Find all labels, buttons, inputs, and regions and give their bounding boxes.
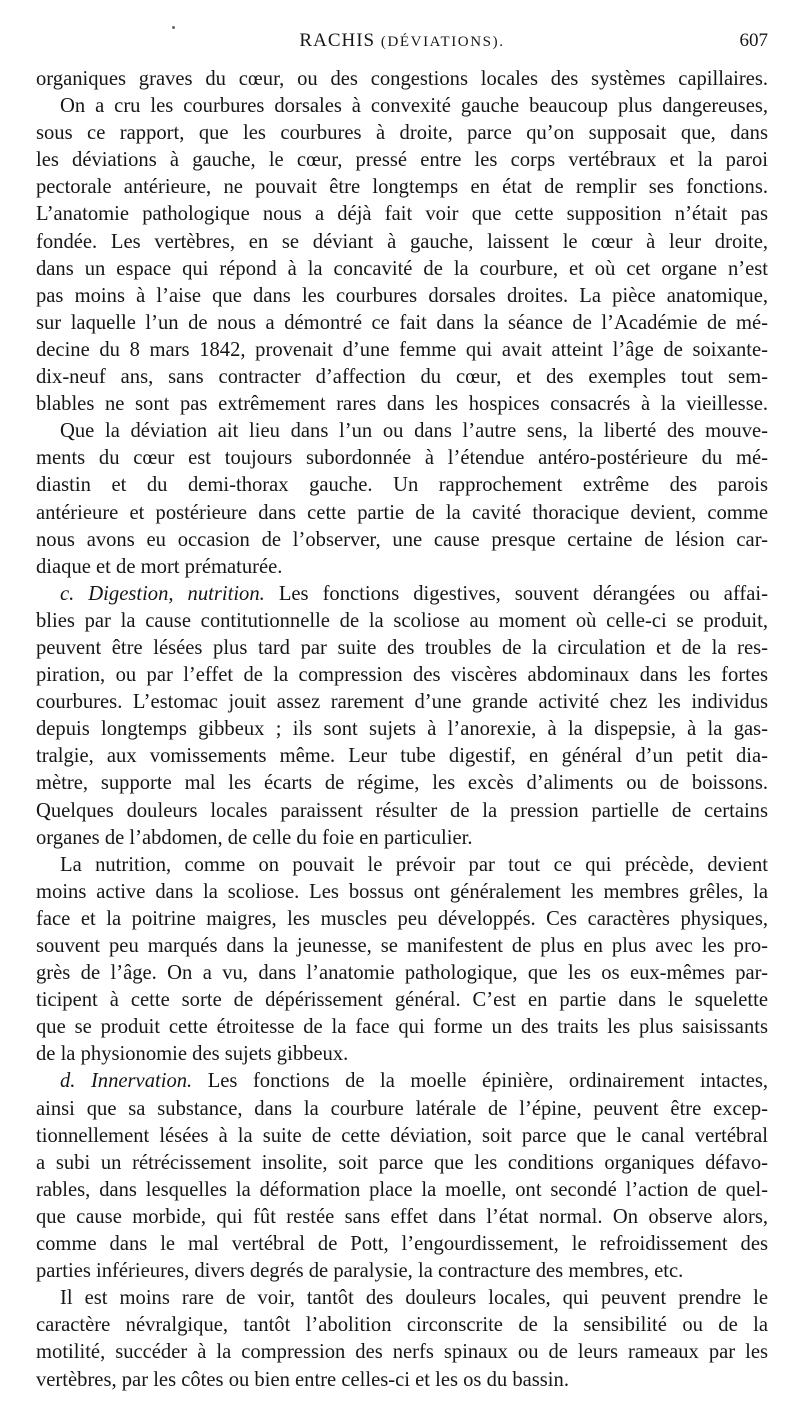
text-line: diaque et de mort prématurée. xyxy=(36,555,283,578)
text-line: motilité, succéder à la compression des nerfs spinaux ou de leurs rameaux par les xyxy=(36,1341,768,1364)
page-number: 607 xyxy=(739,30,768,51)
text-line: souvent peu marqués dans la jeunesse, se manifestent de plus en plus avec les pro- xyxy=(36,935,768,957)
text-line: sous ce rapport, que les courbures à droite, parce qu’on supposait que, dans xyxy=(36,122,768,145)
text-line: pas moins à l’aise que dans les courbures dorsales droites. La pièce anatomique, xyxy=(36,284,768,307)
text-line: tralgie, aux vomissements même. Leur tube digestif, en général d’un petit dia- xyxy=(36,745,768,768)
text-line: pectorale antérieure, ne pouvait être longtemps en état de remplir ses fonctions. xyxy=(36,176,768,199)
text-line: depuis longtemps gibbeux ; ils sont sujets à l’anorexie, à la dispepsie, à la gas- xyxy=(36,718,768,741)
page-header xyxy=(36,30,768,60)
text-line: a subi un rétrécissement insolite, soit parce que les conditions organiques défavo- xyxy=(36,1151,768,1174)
text-line: antérieure et postérieure dans cette partie de la cavité thoracique devient, comme xyxy=(36,501,768,524)
text-line: face et la poitrine maigres, les muscles peu développés. Ces caractères physiques, xyxy=(36,907,768,930)
body-text xyxy=(36,66,768,1394)
text-line-digestion xyxy=(36,581,768,608)
text-line: parties inférieures, divers degrés de paralysie, la contracture des membres, etc. xyxy=(36,1260,684,1283)
text-line: blables ne sont pas extrêmement rares dans les hospices consacrés à la vieillesse. xyxy=(36,393,768,416)
running-title xyxy=(36,30,768,52)
text-line: caractère névralgique, tantôt l’abolition circonscrite de la sensibilité ou de la xyxy=(36,1314,768,1337)
text-line: L’anatomie pathologique nous a déjà fait voir que cette supposition n’était pas xyxy=(36,203,768,226)
text-line: organes de l’abdomen, de celle du foie en particulier. xyxy=(36,826,473,849)
text-line: fondée. Les vertèbres, en se déviant à gauche, laissent le cœur à leur droite, xyxy=(36,230,768,253)
text-line: On a cru les courbures dorsales à convexité gauche beaucoup plus dangereuses, xyxy=(60,95,768,118)
text-line: nous avons eu occasion de l’observer, une cause presque certaine de lésion car- xyxy=(36,528,768,551)
text-line: mètre, supporte mal les écarts de régime, les excès d’aliments ou de boissons. xyxy=(36,772,768,795)
text-line: diastin et du demi-thorax gauche. Un rapprochement extrême des parois xyxy=(36,474,768,497)
text-line: blies par la cause contitutionnelle de la scoliose au moment où celle-ci se produit, xyxy=(36,609,768,632)
text-line: grès de l’âge. On a vu, dans l’anatomie pathologique, que les os eux-mêmes par- xyxy=(36,962,768,985)
text-line: Les fonctions digestives, souvent dérangées ou affai- xyxy=(278,582,769,605)
text-line: les déviations à gauche, le cœur, pressé entre les corps vertébraux et la paroi xyxy=(36,149,768,172)
text-line: ainsi que sa substance, dans la courbure latérale de l’épine, peuvent être excep- xyxy=(36,1097,768,1120)
text-line: moins active dans la scoliose. Les bossus ont généralement les membres grêles, la xyxy=(36,880,768,903)
text-line: ments du cœur est toujours subordonnée à l’étendue antéro-postérieure du mé- xyxy=(36,447,768,470)
running-title-main: RACHIS xyxy=(299,30,376,51)
section-heading-digestion: c. Digestion, nutrition. xyxy=(60,582,265,605)
text-line: de la physionomie des sujets gibbeux. xyxy=(36,1043,349,1066)
text-line: Les fonctions de la moelle épinière, ordinairement intactes, xyxy=(207,1070,768,1093)
text-line: Il est moins rare de voir, tantôt des douleurs locales, qui peuvent prendre le xyxy=(60,1287,768,1310)
text-line: dans un espace qui répond à la concavité de la courbure, et où cet organe n’est xyxy=(36,257,768,280)
text-line: piration, ou par l’effet de la compression des viscères abdominaux dans les fortes xyxy=(36,664,768,687)
text-line: La nutrition, comme on pouvait le prévoir par tout ce qui précède, devient xyxy=(60,853,768,876)
text-line: peuvent être lésées plus tard par suite des troubles de la circulation et de la res- xyxy=(36,636,768,659)
text-line: dix-neuf ans, sans contracter d’affection du cœur, et des exemples tout sem- xyxy=(36,366,768,389)
text-line: rables, dans lesquelles la déformation place la moelle, ont secondé l’action de quel- xyxy=(36,1178,768,1201)
text-line: comme dans le mal vertébral de Pott, l’engourdissement, le refroidissement des xyxy=(36,1233,768,1256)
text-line: ticipent à cette sorte de dépérissement général. C’est en partie dans le squelette xyxy=(36,989,768,1012)
text-line: decine du 8 mars 1842, provenait d’une femme qui avait atteint l’âge de soixante- xyxy=(36,338,768,361)
section-heading-innervation: d. Innervation. xyxy=(60,1070,193,1093)
text-line: Quelques douleurs locales paraissent résulter de la pression partielle de certains xyxy=(36,799,768,822)
running-title-subtitle: (DÉVIATIONS). xyxy=(380,34,505,50)
text-line: tionnellement lésées à la suite de cette déviation, soit parce que le canal vertébral xyxy=(36,1124,768,1147)
text-line: vertèbres, par les côtes ou bien entre celles-ci et les os du bassin. xyxy=(36,1368,569,1391)
text-line: que cause morbide, qui fût restée sans effet dans l’état normal. On observe alors, xyxy=(36,1205,768,1228)
text-line: sur laquelle l’un de nous a démontré ce fait dans la séance de l’Académie de mé- xyxy=(36,311,768,334)
text-line: que se produit cette étroitesse de la face qui forme un des traits les plus saisissants xyxy=(36,1016,768,1039)
text-line: Que la déviation ait lieu dans l’un ou dans l’autre sens, la liberté des mouve- xyxy=(60,420,768,443)
text-line: organiques graves du cœur, ou des congestions locales des systèmes capillaires. xyxy=(36,68,768,90)
text-line: courbures. L’estomac jouit assez rarement d’une grande activité chez les individus xyxy=(36,691,768,714)
print-speck xyxy=(172,26,175,29)
text-line-innervation xyxy=(36,1068,768,1095)
